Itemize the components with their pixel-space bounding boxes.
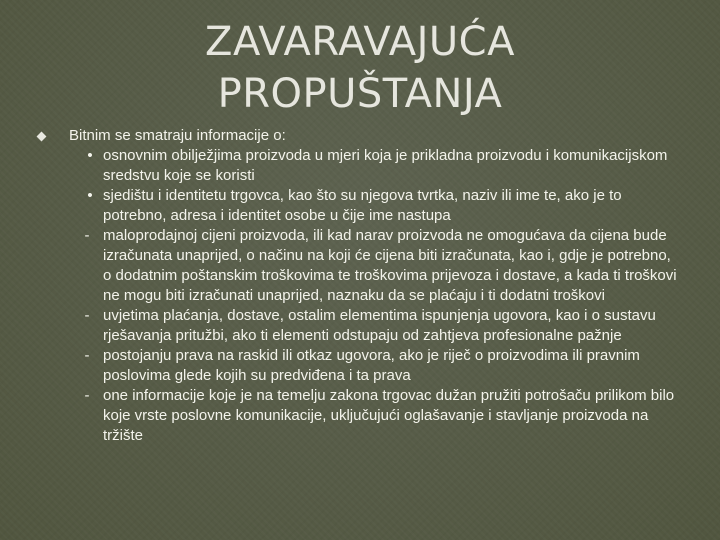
list-item [38, 146, 678, 186]
diamond-bullet-icon [37, 132, 47, 142]
list-item-text: maloprodajnoj cijeni proizvoda, ili kad narav proizvoda ne omogućava da cijena bude izračunata unaprijed, o načinu na koji će cijena biti izračunata, kao i, gdje je potrebno, o dodatnim poštanskim troškovima te troškovima prijevoza i dostave, a kada ti troškovi ne mogu biti izračunati unaprijed, naznaku da se plaćaju i ti dodatni troškovi [103, 227, 677, 304]
dash-bullet-icon: - [84, 227, 90, 244]
dash-bullet-icon: - [84, 387, 90, 404]
title-line-1: ZAVARAVAJUĆA [205, 19, 515, 65]
sub-bullet-list [38, 146, 678, 446]
slide-title [0, 16, 720, 120]
list-item-text: osnovnim obilježjima proizvoda u mjeri koja je prikladna proizvodu i komunikacijskom sredstvu koje se koristi [103, 147, 668, 184]
list-item [38, 306, 678, 346]
intro-bullet [38, 126, 678, 146]
list-item-text: uvjetima plaćanja, dostave, ostalim elementima ispunjenja ugovora, kao i o sustavu rješavanja pritužbi, ako ti elementi odstupaju od zahtjeva profesionalne pažnje [103, 307, 656, 344]
list-item [38, 186, 678, 226]
dot-bullet-icon: • [87, 187, 93, 204]
list-item-text: postojanju prava na raskid ili otkaz ugovora, ako je riječ o proizvodima ili pravnim poslovima glede kojih su predviđena i ta prava [103, 347, 640, 384]
intro-text: Bitnim se smatraju informacije o: [69, 127, 286, 144]
title-line-2: PROPUŠTANJA [217, 71, 503, 117]
slide-body [38, 126, 678, 446]
list-item-text: one informacije koje je na temelju zakona trgovac dužan pružiti potrošaču prilikom bilo koje vrste poslovne komunikacije, uključujući oglašavanje i stavljanje proizvoda na tržište [103, 387, 675, 444]
list-item [38, 346, 678, 386]
dash-bullet-icon: - [84, 307, 90, 324]
dash-bullet-icon: - [84, 347, 90, 364]
list-item [38, 386, 678, 446]
dot-bullet-icon: • [87, 147, 93, 164]
list-item-text: sjedištu i identitetu trgovca, kao što su njegova tvrtka, naziv ili ime te, ako je to potrebno, adresa i identitet osobe u čije ime nastupa [103, 187, 622, 224]
list-item [38, 226, 678, 306]
